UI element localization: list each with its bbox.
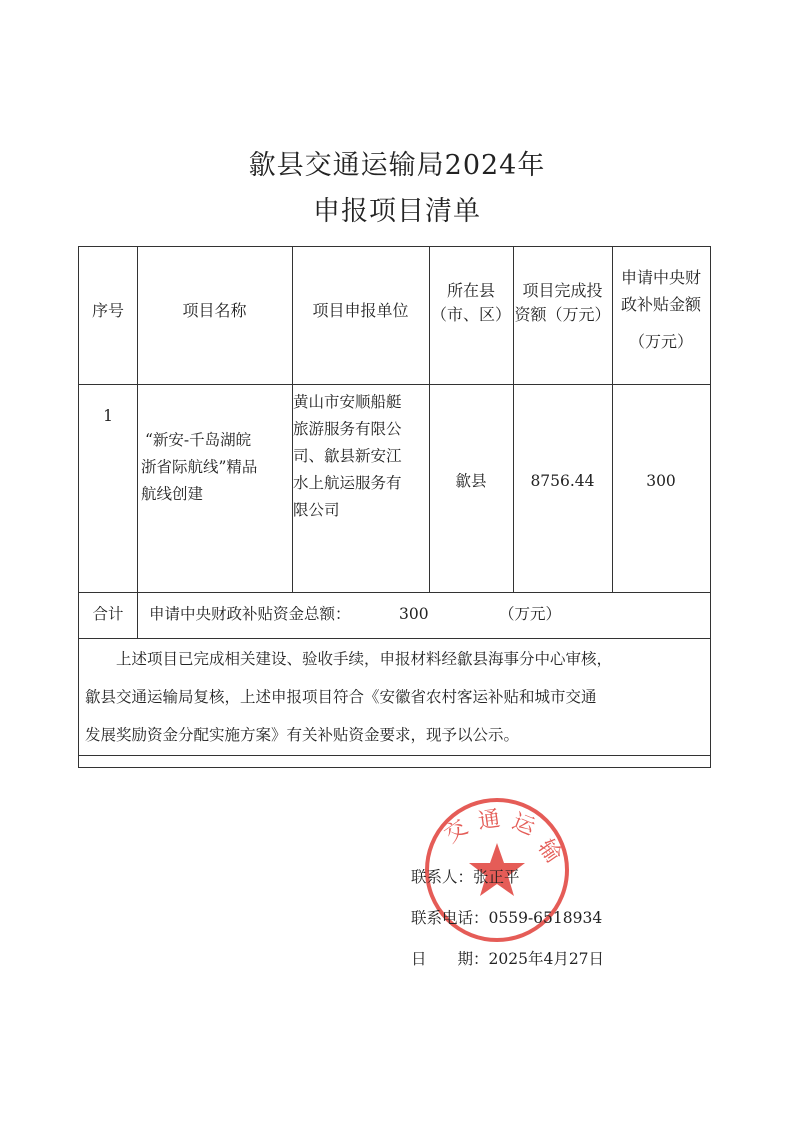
row-subsidy: 300 (646, 472, 676, 490)
header-county: 所在县 （市、区） (430, 281, 511, 324)
row-project-name: “新安-千岛湖皖 浙省际航线”精品 航线创建 (141, 431, 258, 503)
row-investment: 8756.44 (530, 472, 595, 490)
header-subsidy: 申请中央财 政补贴金额 （万元） (620, 268, 701, 351)
grid-line (137, 592, 138, 638)
row-county: 歙县 (455, 472, 487, 490)
contact-person: 联系人：张正平 (411, 868, 520, 886)
document-title: 歙县交通运输局2024年 (248, 150, 546, 181)
contact-phone: 联系电话：0559-6518934 (411, 909, 603, 927)
total-unit: （万元） (499, 605, 562, 623)
seal-char: 通 (476, 806, 502, 835)
grid-line (79, 638, 710, 639)
header-unit: 项目申报单位 (312, 301, 409, 320)
contact-date: 日 期：2025年4月27日 (411, 950, 605, 968)
grid-line (79, 384, 710, 385)
document-subtitle: 申报项目清单 (313, 196, 481, 227)
seal-char: 运 (508, 809, 539, 841)
header-investment: 项目完成投 资额（万元） (514, 281, 611, 324)
row-seq: 1 (103, 407, 113, 425)
project-table (78, 246, 711, 768)
header-name: 项目名称 (182, 301, 247, 320)
seal-char: 交 (440, 815, 473, 849)
statement-text: 上述项目已完成相关建设、验收手续，申报材料经歙县海事分中心审核， 歙县交通运输局复核，上述申报项目符合《安徽省农村客运补贴和城市交通 发展奖励资金分配实施方案》有关补贴资金要求，现予以公示。 (85, 650, 613, 744)
total-label: 合计 (92, 605, 124, 623)
grid-line (79, 755, 710, 756)
total-text: 申请中央财政补贴资金总额： (149, 605, 351, 623)
row-applicant-unit: 黄山市安顺船艇 旅游服务有限公 司、歙县新安江 水上航运服务有 限公司 (293, 393, 402, 519)
seal-char: 输 (532, 835, 566, 868)
header-seq: 序号 (91, 301, 124, 320)
total-amount: 300 (399, 605, 429, 623)
grid-line (79, 592, 710, 593)
